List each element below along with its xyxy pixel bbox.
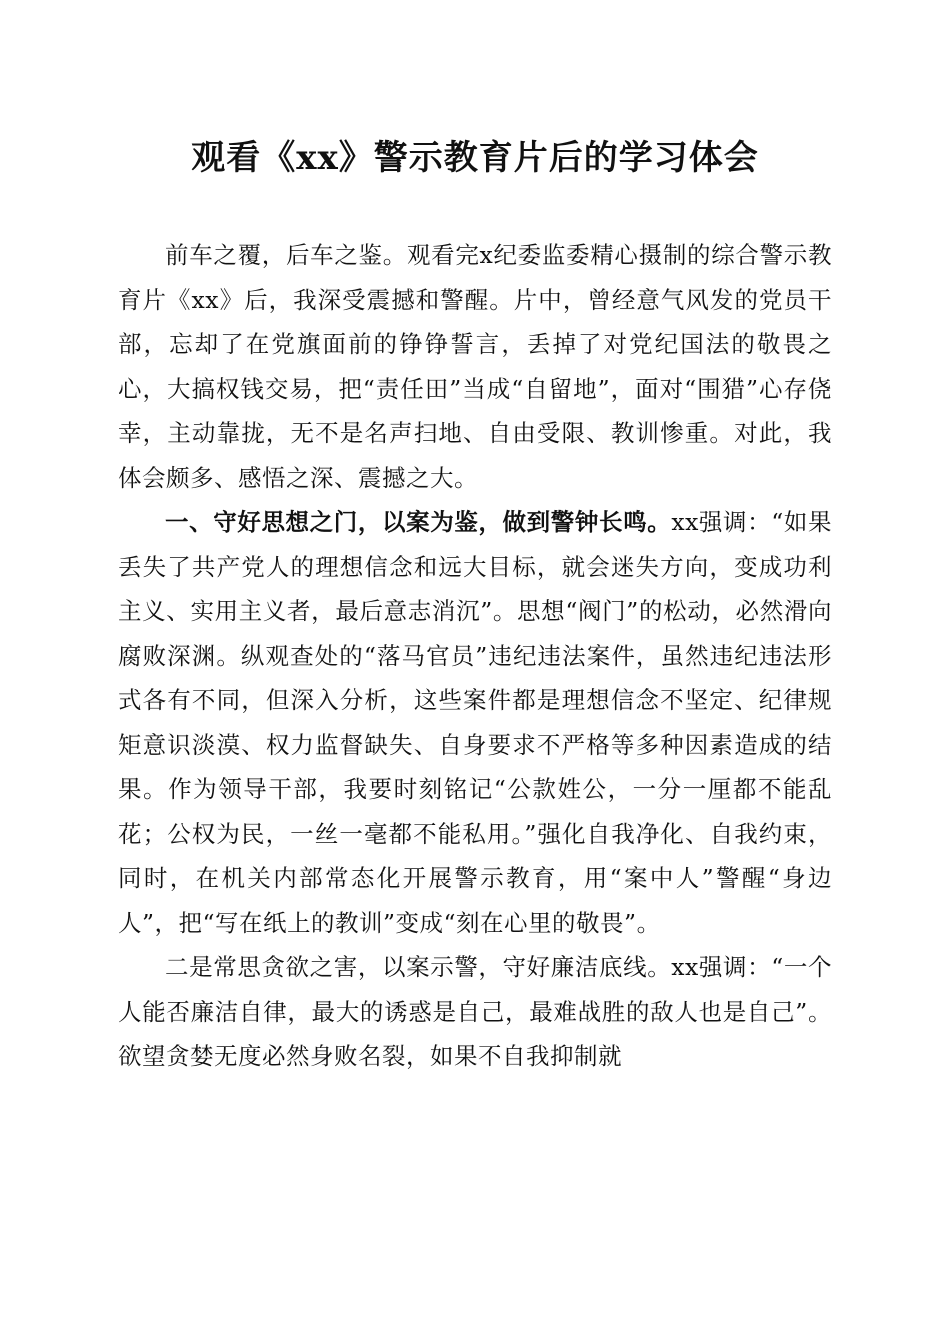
- section-1-heading: 一、守好思想之门，以案为鉴，做到警钟长鸣。: [165, 508, 672, 536]
- section-2-text: 二是常思贪欲之害，以案示警，守好廉洁底线。xx强调：“一个人能否廉洁自律，最大的诱惑是自己，最难战胜的敌人也是自己”。欲望贪婪无度必然身败名裂，如果不自我抑制就: [118, 953, 832, 1070]
- paragraph-section-1: [118, 500, 832, 945]
- document-body: [118, 233, 832, 1079]
- paragraph-intro-text: 前车之覆，后车之鉴。观看完x纪委监委精心摄制的综合警示教育片《xx》后，我深受震撼和警醒。片中，曾经意气风发的党员干部，忘却了在党旗面前的铮铮誓言，丢掉了对党纪国法的敬畏之心，大搞权钱交易，把“责任田”当成“自留地”，面对“围猎”心存侥幸，主动靠拢，无不是名声扫地、自由受限、教训惨重。对此，我体会颇多、感悟之深、震撼之大。: [118, 241, 832, 492]
- paragraph-intro: [118, 233, 832, 500]
- paragraph-section-2: [118, 945, 832, 1079]
- document-title: 观看《xx》警示教育片后的学习体会: [191, 138, 759, 178]
- section-1-text: xx强调：“如果丢失了共产党人的理想信念和远大目标，就会迷失方向，变成功利主义、实用主义者，最后意志消沉”。思想“阀门”的松动，必然滑向腐败深渊。纵观查处的“落马官员”违纪违法案件，虽然违纪违法形式各有不同，但深入分析，这些案件都是理想信念不坚定、纪律规矩意识淡漠、权力监督缺失、自身要求不严格等多种因素造成的结果。作为领导干部，我要时刻铭记“公款姓公，一分一厘都不能乱花；公权为民，一丝一毫都不能私用。”强化自我净化、自我约束，同时，在机关内部常态化开展警示教育，用“案中人”警醒“身边人”，把“写在纸上的教训”变成“刻在心里的敬畏”。: [118, 508, 832, 937]
